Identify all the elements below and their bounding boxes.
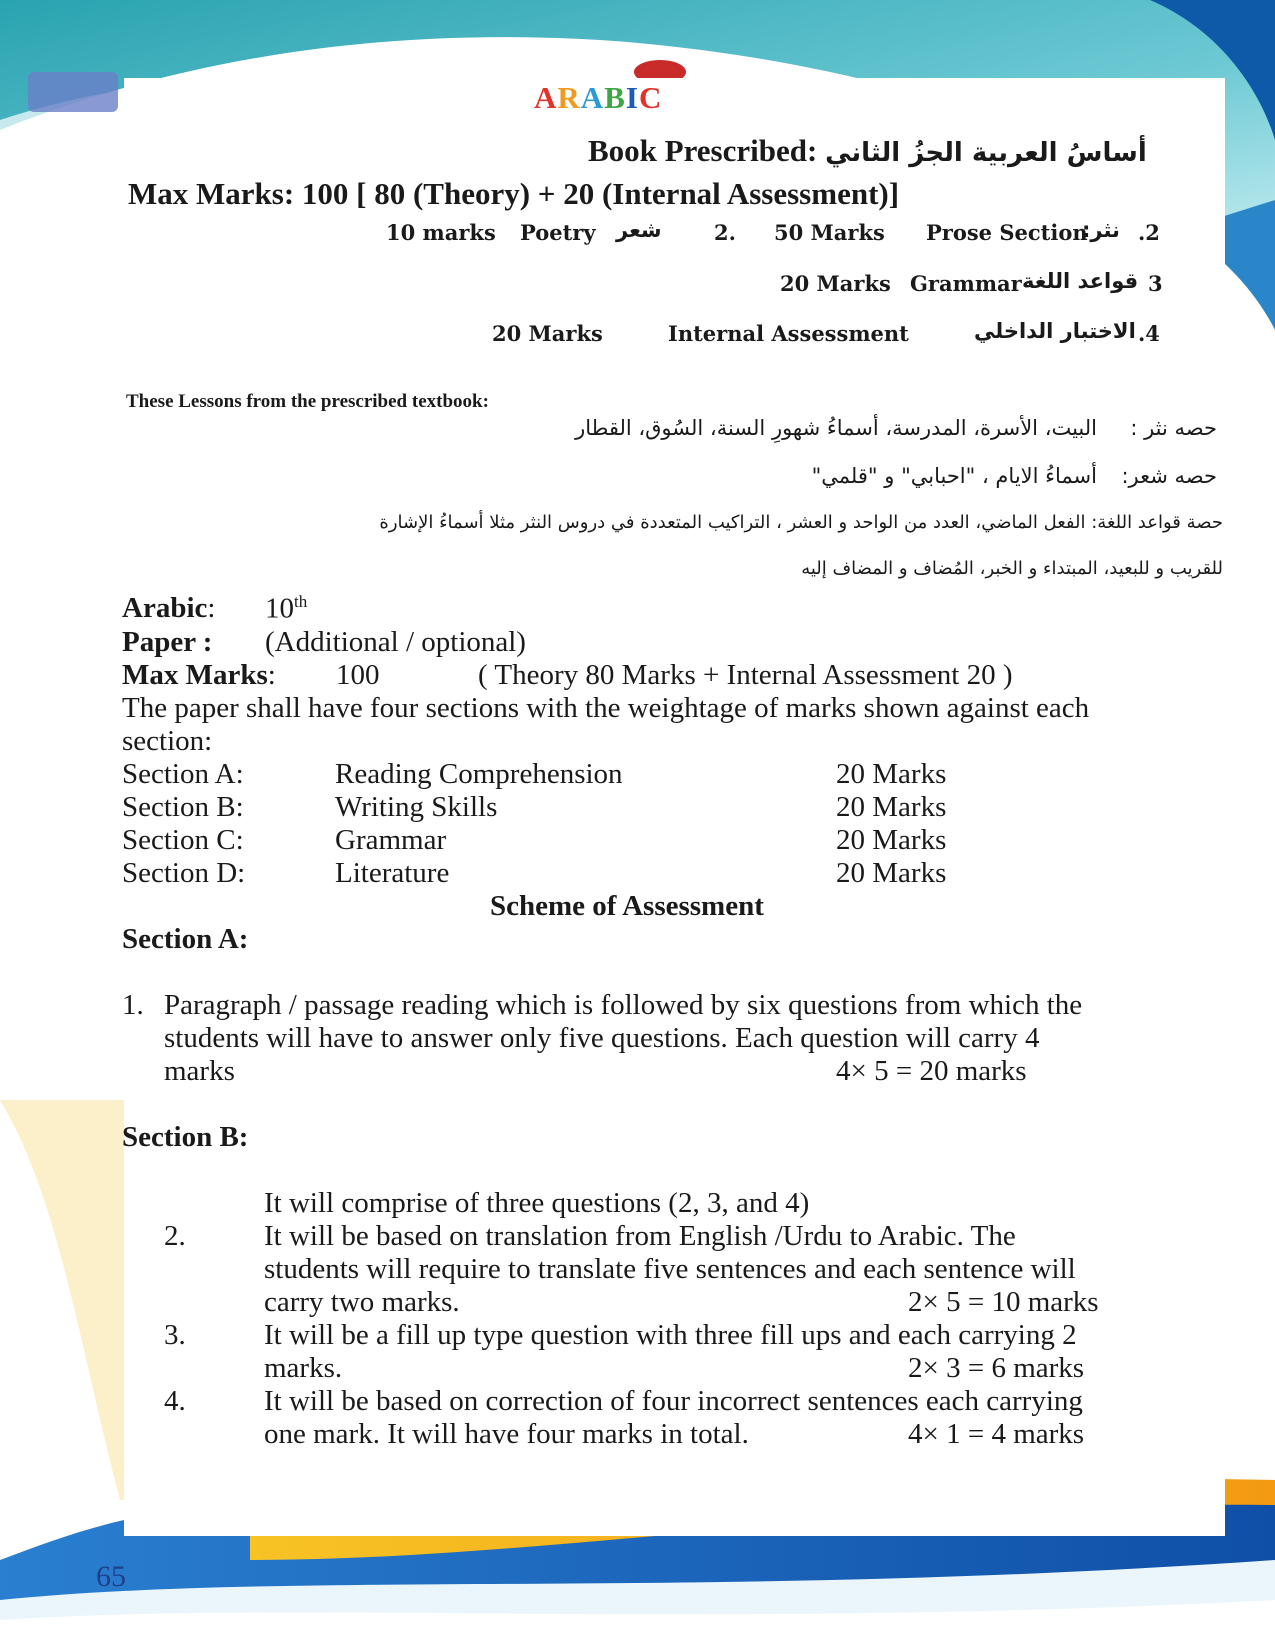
section-a-line2: students will have to answer only five questions. Each question will carry 4 <box>164 1022 1040 1054</box>
item-line: It will be a fill up type question with three fill ups and each carrying 2 <box>264 1319 1077 1351</box>
prose-num: .2 <box>1138 220 1160 245</box>
section-topic: Grammar <box>335 824 447 856</box>
grammar-arabic: قواعد اللغة <box>1022 269 1139 293</box>
max-marks-value: 100 <box>336 659 380 691</box>
internal-label: Internal Assessment <box>668 321 909 346</box>
prose-arabic: نثر: <box>1082 218 1120 242</box>
document-page <box>124 78 1225 1536</box>
prose-lessons: البيت، الأسرة، المدرسة، أسماءُ شهورِ السنة، السُوق، القطار <box>575 416 1097 440</box>
item-num: 3. <box>164 1319 186 1351</box>
internal-marks: 20 Marks <box>492 321 603 346</box>
grammar-lessons-line1: حصة قواعد اللغة: الفعل الماضي، العدد من الواحد و العشر ، التراكيب المتعددة في دروس النثر مثلا أسماءُ الإشارة <box>379 512 1223 533</box>
section-name: Section A: <box>122 758 244 790</box>
max-marks-line: Max Marks: 100 [ 80 (Theory) + 20 (Internal Assessment)] <box>128 176 900 211</box>
section-topic: Literature <box>335 857 450 889</box>
paper-value: (Additional / optional) <box>265 626 526 658</box>
section-a-num: 1. <box>122 989 144 1021</box>
section-a-line3: marks <box>164 1055 235 1087</box>
grammar-label: Grammar <box>910 271 1022 296</box>
book-prescribed-label: Book Prescribed: <box>588 133 818 168</box>
page-number: 65 <box>96 1560 126 1593</box>
item-line: students will require to translate five sentences and each sentence will <box>264 1253 1076 1285</box>
poetry-label: Poetry <box>520 220 596 245</box>
section-name: Section D: <box>122 857 246 889</box>
book-prescribed-arabic: أساسُ العربية الجزُ الثاني <box>825 138 1147 168</box>
arabic-label: Arabic <box>122 592 208 624</box>
max-marks-breakdown: ( Theory 80 Marks + Internal Assessment 20 ) <box>478 659 1013 691</box>
section-name: Section B: <box>122 791 244 823</box>
item-line: one mark. It will have four marks in total. <box>264 1418 749 1450</box>
poetry-lessons-label: حصه شعر: <box>1121 464 1217 488</box>
book-prescribed <box>588 133 1147 169</box>
scheme-heading: Scheme of Assessment <box>490 890 764 922</box>
grammar-lessons-line2: للقريب و للبعيد، المبتداء و الخبر، المُضاف و المضاف إليه <box>801 558 1223 579</box>
poetry-arabic: شعر <box>616 218 662 242</box>
section-topic: Writing Skills <box>335 791 498 823</box>
section-a-calc: 4× 5 = 20 marks <box>836 1055 1027 1087</box>
item-line: carry two marks. <box>264 1286 460 1318</box>
section-a-line1: Paragraph / passage reading which is followed by six questions from which the <box>164 989 1083 1021</box>
internal-num: .4 <box>1138 321 1160 346</box>
item-line: It will be based on correction of four incorrect sentences each carrying <box>264 1385 1083 1417</box>
intro-line1: The paper shall have four sections with the weightage of marks shown against each <box>122 692 1090 724</box>
max-marks-row: Max Marks: <box>122 659 276 691</box>
item-calc: 2× 3 = 6 marks <box>908 1352 1085 1384</box>
section-topic: Reading Comprehension <box>335 758 623 790</box>
section-a-heading: Section A: <box>122 923 249 955</box>
section-marks: 20 Marks <box>836 857 947 889</box>
poetry-marks: 10 marks <box>386 220 496 245</box>
intro-line2: section: <box>122 725 213 757</box>
item-num: 4. <box>164 1385 186 1417</box>
section-marks: 20 Marks <box>836 824 947 856</box>
internal-arabic: الاختبار الداخلي <box>974 319 1136 343</box>
grammar-marks: 20 Marks <box>780 271 891 296</box>
poetry-num: 2. <box>714 220 736 245</box>
item-line: It will be based on translation from English /Urdu to Arabic. The <box>264 1220 1016 1252</box>
section-marks: 20 Marks <box>836 758 947 790</box>
section-marks: 20 Marks <box>836 791 947 823</box>
subject-title: ARABIC <box>534 80 663 115</box>
paper-label: Paper : <box>122 626 213 658</box>
grammar-num: 3 <box>1148 271 1163 296</box>
section-b-intro: It will comprise of three questions (2, 3, and 4) <box>264 1187 810 1219</box>
lessons-heading: These Lessons from the prescribed textbook: <box>126 391 489 412</box>
item-calc: 4× 1 = 4 marks <box>908 1418 1085 1450</box>
item-line: marks. <box>264 1352 343 1384</box>
item-calc: 2× 5 = 10 marks <box>908 1286 1099 1318</box>
section-b-heading: Section B: <box>122 1121 249 1153</box>
grade: 10th <box>265 592 308 625</box>
poetry-lessons: أسماءُ الايام ، "احبابي" و "قلمي" <box>811 464 1097 488</box>
prose-lessons-label: حصه نثر : <box>1130 416 1217 440</box>
arabic-class-row: Arabic: <box>122 592 216 624</box>
item-num: 2. <box>164 1220 186 1252</box>
section-name: Section C: <box>122 824 244 856</box>
prose-marks: 50 Marks <box>774 220 885 245</box>
prose-label: Prose Section <box>926 220 1088 245</box>
